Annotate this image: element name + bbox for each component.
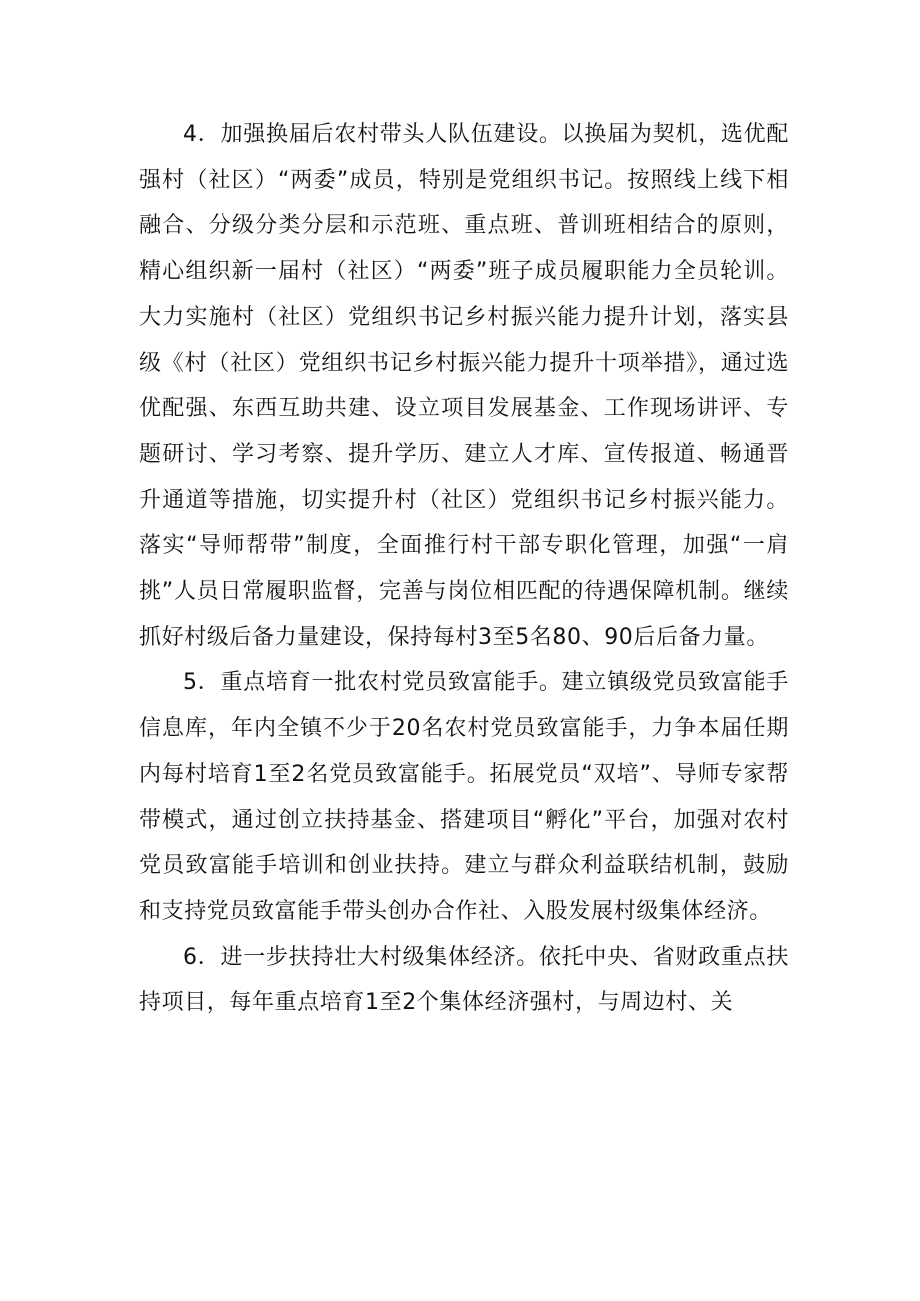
document-body xyxy=(139,112,789,1026)
paragraph-4-rural-leaders: 4．加强换届后农村带头人队伍建设。以换届为契机，选优配强村（社区）“两委”成员，特别是党组织书记。按照线上线下相融合、分级分类分层和示范班、重点班、普训班相结合的原则，精心组织新一届村（社区）“两委”班子成员履职能力全员轮训。大力实施村（社区）党组织书记乡村振兴能力提升计划，落实县级《村（社区）党组织书记乡村振兴能力提升十项举措》，通过选优配强、东西互助共建、设立项目发展基金、工作现场讲评、专题研讨、学习考察、提升学历、建立人才库、宣传报道、畅通晋升通道等措施，切实提升村（社区）党组织书记乡村振兴能力。落实“导师帮带”制度，全面推行村干部专职化管理，加强“一肩挑”人员日常履职监督，完善与岗位相匹配的待遇保障机制。继续抓好村级后备力量建设，保持每村3至5名80、90后后备力量。 xyxy=(139,122,789,650)
paragraph-6-collective-economy: 6．进一步扶持壮大村级集体经济。依托中央、省财政重点扶持项目，每年重点培育1至2个集体经济强村，与周边村、关 xyxy=(139,944,789,1016)
paragraph-5-party-member-entrepreneurs: 5．重点培育一批农村党员致富能手。建立镇级党员致富能手信息库，年内全镇不少于20名农村党员致富能手，力争本届任期内每村培育1至2名党员致富能手。拓展党员“双培”、导师专家帮带模式，通过创立扶持基金、搭建项目“孵化”平台，加强对农村党员致富能手培训和创业扶持。建立与群众利益联结机制，鼓励和支持党员致富能手带头创办合作社、入股发展村级集体经济。 xyxy=(139,670,789,924)
